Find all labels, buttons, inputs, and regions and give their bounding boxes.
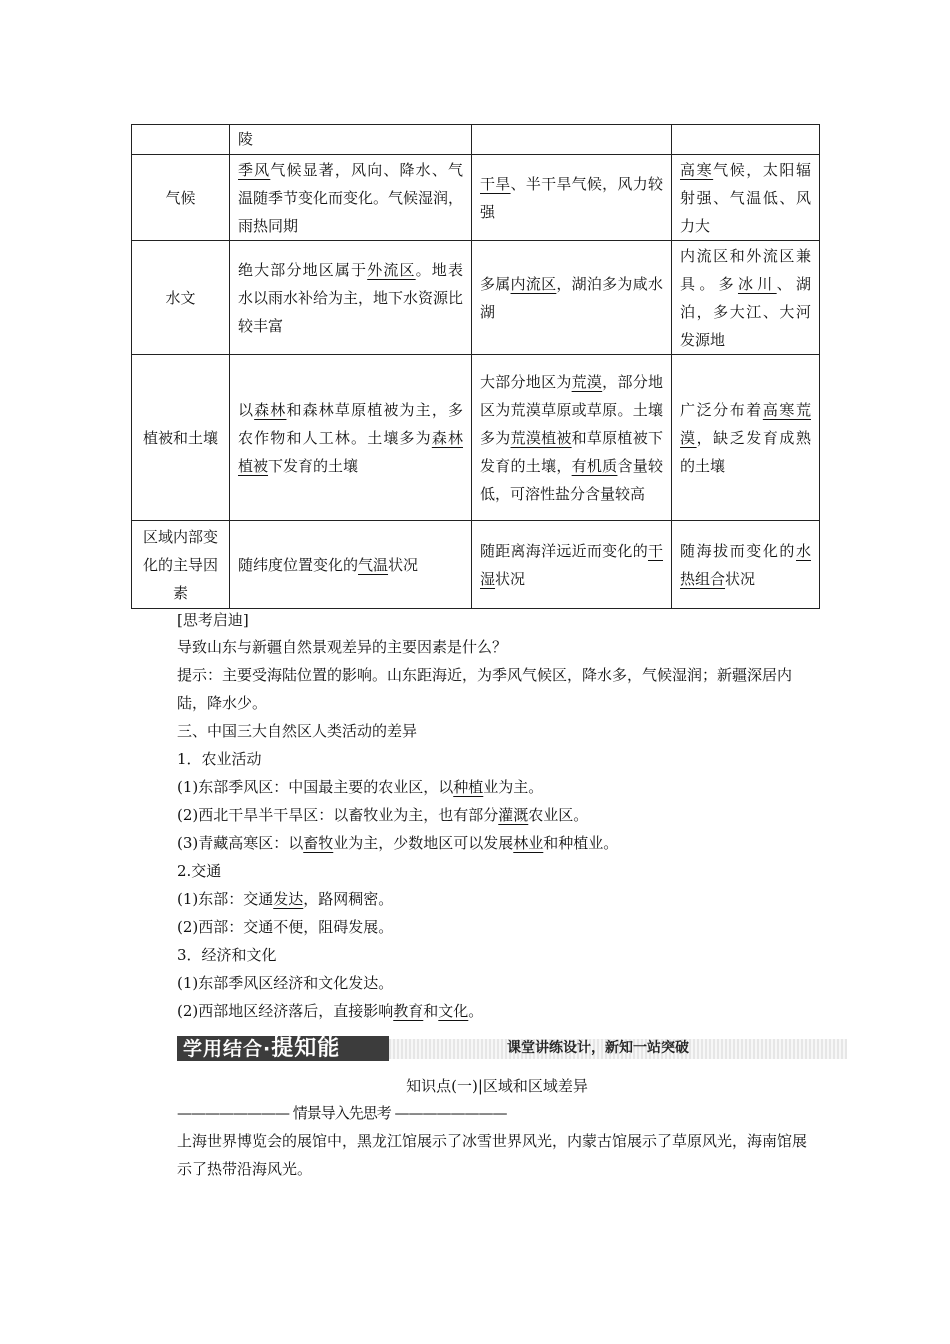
underlined-term: 外流区: [367, 260, 416, 279]
cell-tibet: [672, 125, 820, 155]
text-run: 和: [423, 1002, 439, 1020]
text-run: 下发育的土壤: [268, 456, 359, 475]
traffic-item: [177, 913, 393, 941]
underlined-term: 灌溉: [498, 806, 529, 824]
text-run: ，部分地区为荒漠草原或草原。土壤多为: [480, 372, 663, 447]
agri-title: 1．农业活动: [177, 750, 262, 768]
econ-item: [177, 997, 483, 1025]
text-run: 业为主。: [483, 778, 544, 796]
text-run: 多属: [480, 274, 511, 293]
row-label: 植被和土壤: [132, 355, 230, 521]
text-run: 状况: [388, 555, 419, 574]
text-run: 随海拔而变化的: [680, 541, 796, 560]
knowledge-text: 上海世界博览会的展馆中，黑龙江馆展示了冰雪世界风光，内蒙古馆展示了草原风光，海南馆展示了热带沿海风光。: [177, 1132, 808, 1178]
think-heading: [思考启迪]: [177, 611, 249, 629]
econ-item: [177, 969, 393, 997]
text-run: (1)东部：交通: [177, 890, 274, 908]
underlined-term: 发达: [273, 890, 304, 908]
text-run: 状况: [495, 569, 526, 588]
text-run: 业为主，少数地区可以发展: [333, 834, 514, 852]
text-run: 含量较低，可溶性盐分含量较高: [480, 456, 663, 503]
text-run: 随距离海洋远近而变化的: [480, 541, 648, 560]
think-question: 导致山东与新疆自然景观差异的主要因素是什么？: [177, 638, 508, 656]
banner-title-b: 提知能: [271, 1036, 341, 1061]
text-run: (2)西北干旱半干旱区：以畜牧业为主，也有部分: [177, 806, 499, 824]
text-run: 随纬度位置变化的: [238, 555, 359, 574]
underlined-term: 教育: [393, 1002, 424, 1020]
underlined-term: 内流区: [510, 274, 557, 293]
text-run: (2)西部地区经济落后，直接影响: [177, 1002, 394, 1020]
cell-tibet: [672, 241, 820, 355]
cell-northwest: [472, 125, 672, 155]
text-run: (3)青藏高寒区：以: [177, 834, 304, 852]
text-run: 以: [238, 400, 255, 419]
underlined-term: 季风: [238, 160, 271, 179]
cell-east: [230, 241, 472, 355]
traffic-item: [177, 885, 393, 913]
cell-northwest: [472, 241, 672, 355]
underlined-term: 干旱: [480, 174, 511, 193]
text-run: 内流区和外流区兼具。多: [680, 246, 811, 293]
knowledge-subtitle: ———————— 情景导入先思考 ————————: [177, 1104, 507, 1122]
text-run: 广泛分布着: [680, 400, 763, 419]
text-run: (1)东部季风区：中国最主要的农业区，以: [177, 778, 454, 796]
text-run: 绝大部分地区属于: [238, 260, 368, 279]
text-run: 气候显著，风向、降水、气温随季节变化而变化。气候湿润，雨热同期: [238, 160, 464, 235]
text-run: 大部分地区为: [480, 372, 572, 391]
text-run: ，路网稠密。: [303, 890, 394, 908]
text-run: 、湖泊，多大江、大河发源地: [680, 274, 811, 349]
section-title: 三、中国三大自然区人类活动的差异: [177, 722, 418, 740]
text-run: 。: [468, 1002, 484, 1020]
text-run: 和种植业。: [543, 834, 619, 852]
traffic-title: 2.交通: [177, 862, 222, 880]
text-run: ，缺乏发育成熟的土壤: [680, 428, 811, 475]
table-row: [132, 355, 820, 521]
underlined-term: 荒漠: [571, 372, 603, 391]
cell-east: [230, 355, 472, 521]
table-row: [132, 241, 820, 355]
underlined-term: 气温: [358, 555, 389, 574]
econ-title: 3．经济和文化: [177, 946, 277, 964]
text-run: 陵: [238, 130, 254, 148]
text-run: 和草原植被下发育的土壤，: [480, 428, 663, 475]
table-row: [132, 155, 820, 241]
table-row: [132, 125, 820, 155]
cell-east: [230, 155, 472, 241]
cell-northwest: [472, 521, 672, 609]
cell-northwest: [472, 155, 672, 241]
cell-tibet: [672, 521, 820, 609]
cell-tibet: [672, 355, 820, 521]
text-run: 气候，太阳辐射强、气温低、风力大: [680, 160, 811, 235]
underlined-term: 干湿: [480, 541, 663, 588]
text-run: 农业区。: [528, 806, 589, 824]
underlined-term: 种植: [453, 778, 484, 796]
agri-item: [177, 801, 588, 829]
row-label: 气候: [132, 155, 230, 241]
natural-region-comparison-table: [131, 124, 820, 609]
knowledge-title: 知识点(一)|区域和区域差异: [406, 1077, 588, 1095]
row-label: [132, 125, 230, 155]
cell-east: [230, 125, 472, 155]
text-run: (1)东部季风区经济和文化发达。: [177, 974, 394, 992]
text-run: 、半干旱气候，风力较强: [480, 174, 663, 221]
cell-northwest: [472, 355, 672, 521]
underlined-term: 高寒: [680, 160, 714, 179]
cell-east: [230, 521, 472, 609]
underlined-term: 水热组合: [680, 541, 811, 588]
underlined-term: 林业: [513, 834, 544, 852]
underlined-term: 畜牧: [303, 834, 334, 852]
text-run: (2)西部：交通不便，阻碍发展。: [177, 918, 394, 936]
underlined-term: 荒漠植被: [510, 428, 572, 447]
section-banner: [177, 1036, 847, 1061]
text-run: ，湖泊多为咸水湖: [480, 274, 663, 321]
row-label: 水文: [132, 241, 230, 355]
underlined-term: 有机质: [571, 456, 618, 475]
cell-tibet: [672, 155, 820, 241]
text-run: 和森林草原植被为主，多农作物和人工林。土壤多为: [238, 400, 463, 447]
text-run: 。地表水以雨水补给为主，地下水资源比较丰富: [238, 260, 464, 335]
underlined-term: 森林植被: [238, 428, 463, 475]
banner-title-a: 学用结合·: [183, 1038, 272, 1060]
underlined-term: 文化: [438, 1002, 469, 1020]
agri-item: [177, 829, 618, 857]
banner-title: [177, 1036, 389, 1061]
row-label: 区域内部变化的主导因素: [132, 521, 230, 609]
text-run: 状况: [725, 569, 756, 588]
table-row: [132, 521, 820, 609]
underlined-term: 森林: [254, 400, 287, 419]
banner-subtitle: 课堂讲练设计，新知一站突破: [507, 1040, 689, 1056]
think-answer: 提示：主要受海陆位置的影响。山东距海近，为季风气候区，降水多，气候湿润；新疆深居内陆，降水少。: [177, 666, 793, 712]
underlined-term: 冰川: [737, 274, 777, 293]
agri-item: [177, 773, 543, 801]
underlined-term: 高寒荒漠: [680, 400, 811, 447]
